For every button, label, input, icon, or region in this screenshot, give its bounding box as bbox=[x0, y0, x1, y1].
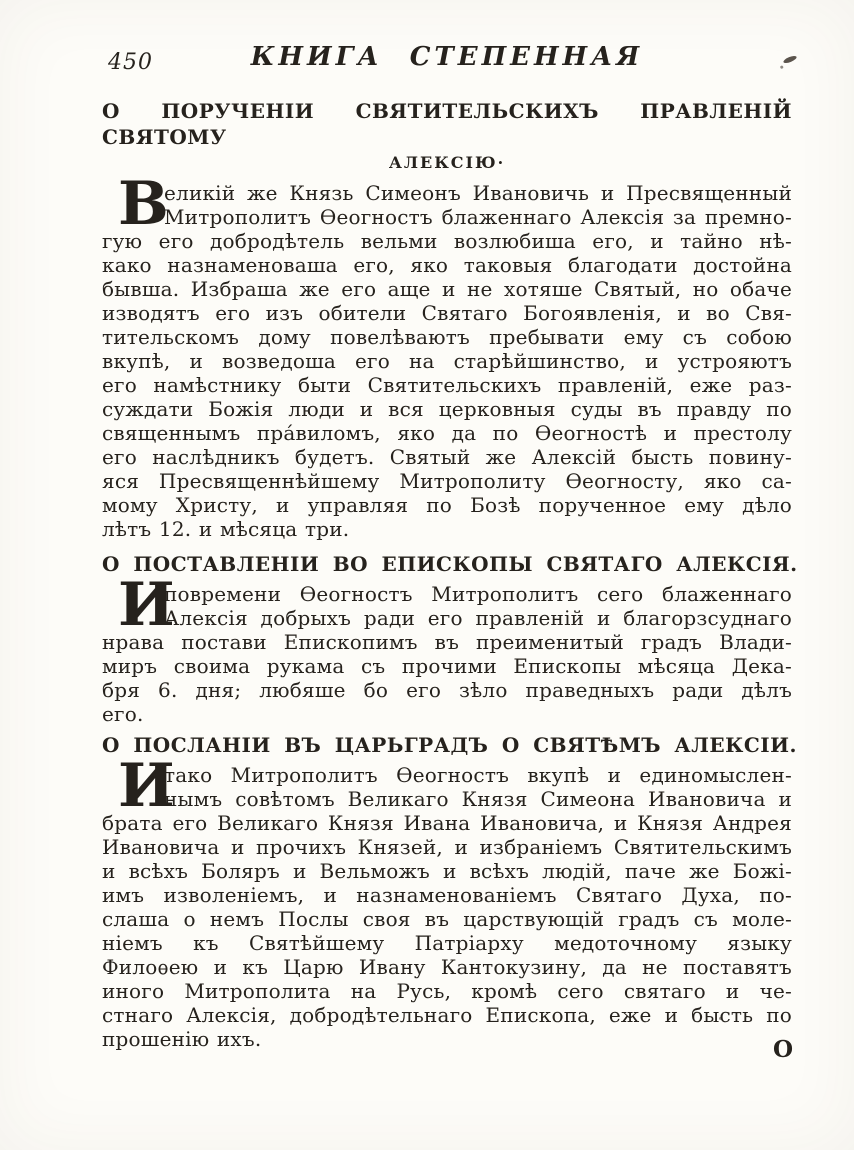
text-line: иного Митрополита на Русь, кромѣ сего святаго и че- bbox=[102, 979, 792, 1003]
text-line: прошенію ихъ. bbox=[102, 1027, 262, 1051]
text-line: имъ изволеніемъ, и назнаменованіемъ Святаго Духа, по- bbox=[102, 883, 792, 907]
text-line: яся Пресвященнѣйшему Митрополиту Ѳеогносту, яко са- bbox=[102, 469, 792, 493]
text-line: бря 6. дня; любяше бо его зѣло праведныхъ ради дѣлъ bbox=[102, 678, 792, 702]
paragraph bbox=[102, 570, 792, 726]
text-line: ніемъ къ Святѣйшему Патріарху медоточному языку bbox=[102, 931, 792, 955]
text-line: слаша о немъ Послы своя въ царствующій градъ съ моле- bbox=[102, 907, 792, 931]
section-heading: О ПОРУЧЕНІИ СВЯТИТЕЛЬСКИХЪ ПРАВЛЕНІЙ СВЯТОМУ bbox=[102, 99, 792, 149]
text-line: Филоѳею и къ Царю Ивану Кантокузину, да не поставятъ bbox=[102, 955, 792, 979]
text-line: миръ своима рукама съ прочими Епископы мѣсяца Дека- bbox=[102, 654, 792, 678]
drop-cap: В bbox=[118, 169, 169, 239]
text-line: Митрополитъ Ѳеогностъ блаженнаго Алексія за премно- bbox=[164, 205, 792, 229]
text-line: Алексія добрыхъ ради его правленій и благорзсуднаго bbox=[164, 606, 792, 630]
text-line: изводятъ его изъ обители Святаго Богоявленія, и во Свя- bbox=[102, 301, 792, 325]
section-heading: О ПОСЛАНІИ ВЪ ЦАРЬГРАДЪ О СВЯТѢМЪ АЛЕКСІИ. bbox=[102, 733, 797, 757]
text-line: суждати Божія люди и вся церковныя суды въ правду по bbox=[102, 397, 792, 421]
section bbox=[102, 551, 798, 726]
text-line: повремени Ѳеогностъ Митрополитъ сего блаженнаго bbox=[164, 582, 792, 606]
text-line: брата его Великаго Князя Ивана Ивановича, и Князя Андрея bbox=[102, 811, 792, 835]
text-line: Ивановича и прочихъ Князей, и избраніемъ Святительскимъ bbox=[102, 835, 792, 859]
text-line: священнымъ пра́виломъ, яко да по Ѳеогностѣ и престолу bbox=[102, 421, 792, 445]
text-line: его. bbox=[102, 702, 144, 726]
running-title: КНИГА СТЕПЕННАЯ bbox=[250, 42, 644, 72]
section bbox=[102, 98, 792, 541]
text-line: вкупѣ, и возведоша его на старѣйшинство, и устрояютъ bbox=[102, 349, 792, 373]
text-line: бывша. Избраша же его аще и не хотяше Святый, но обаче bbox=[102, 277, 792, 301]
text-line: его наслѣдникъ будетъ. Святый же Алексій бысть повину- bbox=[102, 445, 792, 469]
catchword: О bbox=[773, 1036, 794, 1063]
drop-cap: И bbox=[118, 570, 175, 640]
text-block bbox=[102, 98, 798, 1051]
section bbox=[102, 732, 797, 1051]
text-line: стнаго Алексія, добродѣтельнаго Епископа, еже и бысть по bbox=[102, 1003, 792, 1027]
text-line: и всѣхъ Боляръ и Вельможъ и всѣхъ людій, паче же Божі- bbox=[102, 859, 792, 883]
text-line: его намѣстнику быти Святительскихъ правленій, еже раз- bbox=[102, 373, 792, 397]
section-heading: О ПОСТАВЛЕНІИ ВО ЕПИСКОПЫ СВЯТАГО АЛЕКСІЯ. bbox=[102, 552, 798, 576]
text-line: како назнаменоваша его, яко таковыя благодати достойна bbox=[102, 253, 792, 277]
text-line: лѣтъ 12. и мѣсяца три. bbox=[102, 517, 350, 541]
page-number: 450 bbox=[108, 50, 153, 75]
section-heading: АЛЕКСІЮ· bbox=[388, 153, 506, 172]
paragraph bbox=[102, 751, 792, 1051]
text-line: мому Христу, и управляя по Бозѣ порученное ему дѣло bbox=[102, 493, 792, 517]
paragraph bbox=[102, 169, 792, 541]
text-line: нымъ совѣтомъ Великаго Князя Симеона Ивановича и bbox=[164, 787, 792, 811]
text-line: гую его добродѣтель вельми возлюбиша его, и тайно нѣ- bbox=[102, 229, 792, 253]
drop-cap: И bbox=[118, 751, 175, 821]
text-line: тительскомъ дому повелѣваютъ пребывати ему съ собою bbox=[102, 325, 792, 349]
text-line: еликій же Князь Симеонъ Ивановичь и Пресвященный bbox=[164, 181, 792, 205]
text-line: нрава постави Епископимъ въ преименитый градъ Влади- bbox=[102, 630, 792, 654]
text-line: тако Митрополитъ Ѳеогностъ вкупѣ и единомыслен- bbox=[164, 763, 792, 787]
